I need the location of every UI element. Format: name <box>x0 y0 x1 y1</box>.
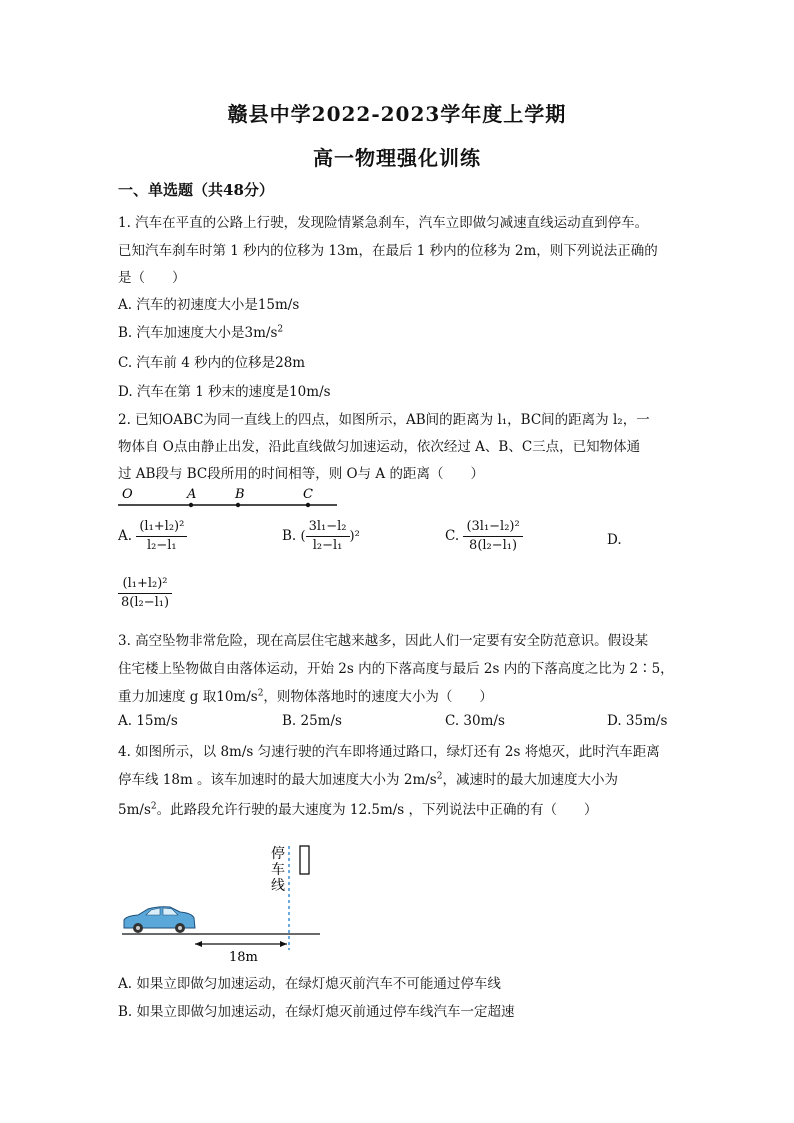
distance-label: 18m <box>229 950 258 965</box>
page-subtitle: 高一物理强化训练 <box>313 146 481 170</box>
q2-line1: 2. 已知OABC为同一直线上的四点，如图所示，AB间的距离为 l₁，BC间的距离为 l₂，一 <box>118 412 650 428</box>
q2-option-c: C. $\frac{\text{(3l₁−l₂)²}}{\text{8(l₂−l₁)}}$ <box>445 518 523 555</box>
q2-option-d: $\frac{\text{(l₁+l₂)²}}{\text{8(l₂−l₁)}}$ <box>118 575 172 612</box>
point-label-o: O <box>122 487 133 502</box>
q1-line1: 1. 汽车在平直的公路上行驶，发现险情紧急刹车，汽车立即做匀减速直线运动直到停车。 <box>118 215 649 231</box>
stop-line-label-1: 停 <box>271 846 285 862</box>
point-label-a: A <box>187 487 197 502</box>
q4-traffic-diagram <box>118 838 328 966</box>
q1-option-d: D. 汽车在第 1 秒末的速度是10m/s <box>118 384 331 400</box>
q2-option-b: B. ( $\frac{\text{3l₁−l₂}}{\text{l₂−l₁}}$ )² <box>282 519 360 553</box>
q3-option-c: C. 30m/s <box>445 713 505 729</box>
traffic-light-icon <box>300 846 309 874</box>
q1-line3: 是（ ） <box>118 270 186 286</box>
q1-option-b: B. 汽车加速度大小是$3m/s^2$ <box>118 324 284 341</box>
stop-line-label-2: 车 <box>271 862 285 878</box>
page-title: 赣县中学2022-2023学年度上学期 <box>227 102 567 126</box>
q3-option-d: D. 35m/s <box>607 713 668 729</box>
q3-option-a: A. 15m/s <box>118 713 178 729</box>
q3-line2: 住宅楼上坠物做自由落体运动，开始 2s 内的下落高度与最后 2s 内的下落高度之比为 2∶5， <box>118 661 674 677</box>
q3-line1: 3. 高空坠物非常危险，现在高层住宅越来越多，因此人们一定要有安全防范意识。假设某 <box>118 633 649 649</box>
point-label-c: C <box>303 487 313 502</box>
q2-line-diagram <box>115 484 345 514</box>
q3-line3: 重力加速度 g 取$10m/s^2$，则物体落地时的速度大小为（ ） <box>118 688 493 705</box>
q4-option-a: A. 如果立即做匀加速运动，在绿灯熄灭前汽车不可能通过停车线 <box>118 976 501 992</box>
q4-option-b: B. 如果立即做匀加速运动，在绿灯熄灭前通过停车线汽车一定超速 <box>118 1004 515 1020</box>
section-heading: 一、单选题（共48分） <box>118 181 274 199</box>
q2-option-d-label: D. <box>607 532 622 548</box>
q3-option-b: B. 25m/s <box>282 713 342 729</box>
q1-option-c: C. 汽车前 4 秒内的位移是28m <box>118 355 306 371</box>
q2-line2: 物体自 O点由静止出发，沿此直线做匀加速运动，依次经过 A、B、C三点，已知物体通 <box>118 439 641 455</box>
point-label-b: B <box>235 487 245 502</box>
stop-line-label-3: 线 <box>271 878 285 894</box>
q2-option-a: A. $\frac{\text{(l₁+l₂)²}}{\text{l₂−l₁}}$ <box>118 518 187 555</box>
q2-line3: 过 AB段与 BC段所用的时间相等，则 O与 A 的距离（ ） <box>118 466 484 482</box>
car-icon <box>124 907 195 933</box>
q1-line2: 已知汽车刹车时第 1 秒内的位移为 13m，在最后 1 秒内的位移为 2m，则下列说法正确的 <box>118 243 658 259</box>
q4-line1: 4. 如图所示，以 8m/s 匀速行驶的汽车即将通过路口，绿灯还有 2s 将熄灭，此时汽车距离 <box>118 744 660 760</box>
q4-line3: $5m/s^2$。此路段允许行驶的最大速度为 12.5m/s ，下列说法中正确的有（ ） <box>118 801 598 818</box>
q1-option-a: A. 汽车的初速度大小是15m/s <box>118 297 300 313</box>
q4-line2: 停车线 18m 。该车加速时的最大加速度大小为 $2m/s^2$，减速时的最大加速度大小为 <box>118 771 618 788</box>
